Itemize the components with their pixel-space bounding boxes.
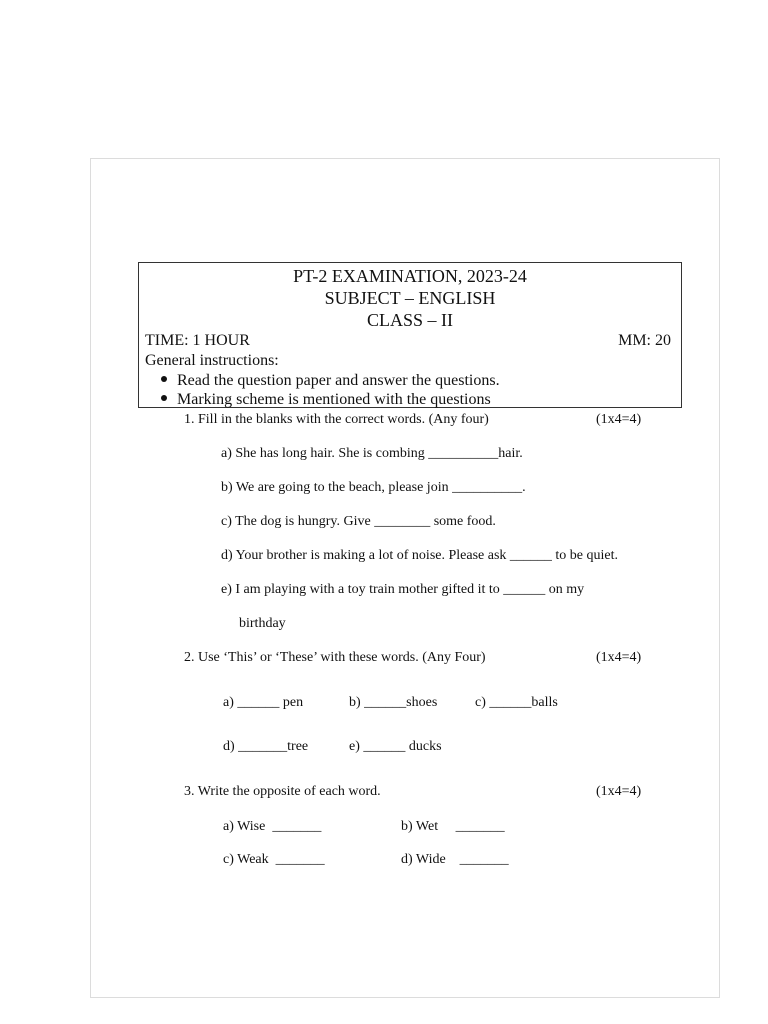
question-1-marks: (1x4=4) bbox=[596, 412, 642, 427]
max-marks-label: MM: 20 bbox=[618, 332, 671, 349]
exam-header-box bbox=[138, 262, 682, 408]
question-1-item-e: e) I am playing with a toy train mother gifted it to ______ on my bbox=[221, 582, 585, 597]
question-1-item-a: a) She has long hair. She is combing __________hair. bbox=[221, 446, 523, 461]
question-1-item-e-continued: birthday bbox=[239, 616, 286, 631]
question-2-item-d: d) _______tree bbox=[223, 739, 309, 754]
question-1-item-d: d) Your brother is making a lot of noise. Please ask ______ to be quiet. bbox=[221, 548, 619, 563]
instruction-item: Marking scheme is mentioned with the questions bbox=[161, 390, 491, 410]
question-2-item-b: b) ______shoes bbox=[349, 695, 438, 710]
subject-line: SUBJECT – ENGLISH bbox=[324, 288, 496, 308]
question-2-item-c: c) ______balls bbox=[475, 695, 558, 710]
exam-title: PT-2 EXAMINATION, 2023-24 bbox=[293, 266, 527, 286]
question-3-marks: (1x4=4) bbox=[596, 784, 642, 799]
question-3-item-c: c) Weak _______ bbox=[223, 852, 325, 867]
instruction-item: Read the question paper and answer the questions. bbox=[161, 371, 500, 391]
class-line: CLASS – II bbox=[366, 310, 453, 330]
question-3-item-d: d) Wide _______ bbox=[401, 852, 509, 867]
bullet-icon bbox=[161, 395, 167, 401]
question-2-title: 2. Use ‘This’ or ‘These’ with these words. (Any Four) bbox=[184, 650, 486, 665]
question-2-marks: (1x4=4) bbox=[596, 650, 642, 665]
question-1-item-c: c) The dog is hungry. Give ________ some food. bbox=[221, 514, 496, 529]
question-3-item-a: a) Wise _______ bbox=[223, 819, 322, 834]
bullet-icon bbox=[161, 376, 167, 382]
question-3-title: 3. Write the opposite of each word. bbox=[184, 784, 381, 799]
question-1-title: 1. Fill in the blanks with the correct words. (Any four) bbox=[184, 412, 489, 427]
time-label: TIME: 1 HOUR bbox=[145, 332, 250, 349]
question-2-item-a: a) ______ pen bbox=[223, 695, 304, 710]
instructions-heading: General instructions: bbox=[145, 352, 279, 369]
question-2-item-e: e) ______ ducks bbox=[349, 739, 442, 754]
question-3-item-b: b) Wet _______ bbox=[401, 819, 505, 834]
question-1-item-b: b) We are going to the beach, please join __________. bbox=[221, 480, 526, 495]
